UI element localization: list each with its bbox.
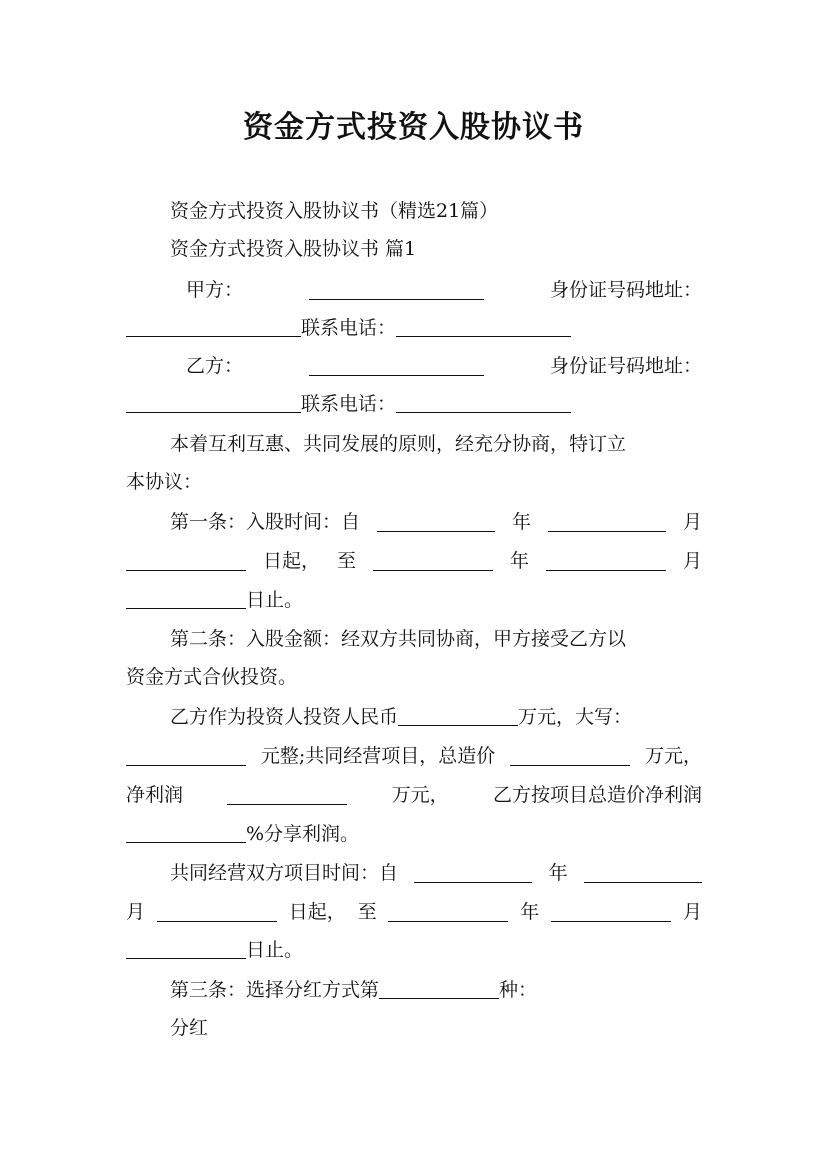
party-a-contact-line	[126, 313, 702, 343]
article1-start-year-blank	[377, 512, 495, 532]
project-to-label: 至	[357, 901, 377, 923]
article1-month-label-2: 月	[682, 550, 702, 572]
investment-amount-blank	[398, 706, 518, 726]
project-year-label-2: 年	[520, 901, 540, 923]
article1-line-3	[126, 585, 702, 615]
project-time-prefix: 共同经营双方项目时间：自	[170, 862, 399, 884]
project-day-end-label: 日止。	[246, 939, 304, 961]
preamble-line-1	[126, 429, 702, 459]
article1-day-start-label: 日起，	[262, 550, 320, 572]
investment-net-profit: 净利润	[126, 784, 184, 806]
project-time-line-1	[126, 858, 702, 888]
investment-line-4	[126, 819, 702, 849]
article1-day-end-label: 日止。	[246, 589, 304, 611]
subtitle: 资金方式投资入股协议书（精选21篇）	[170, 200, 499, 222]
investment-line-3	[126, 780, 702, 810]
party-a-address-blank	[126, 317, 301, 337]
section-heading: 资金方式投资入股协议书 篇1	[170, 238, 417, 260]
preamble-line-2: 本协议：	[126, 471, 203, 493]
article3-method-blank	[379, 979, 499, 999]
article3-line	[126, 975, 702, 1005]
party-a-phone-blank	[396, 317, 571, 337]
preamble-text-1: 本着互利互惠、共同发展的原则，经充分协商，特订立	[170, 433, 627, 455]
project-time-line-3	[126, 935, 702, 965]
article1-year-label: 年	[511, 511, 531, 533]
article2-text-1: 第二条：入股金额：经双方共同协商，甲方接受乙方以	[170, 628, 627, 650]
project-day-start-label: 日起，	[288, 901, 346, 923]
investment-wan-yuan-caps: 万元，大写：	[518, 706, 633, 728]
article1-start-day-blank	[126, 551, 246, 571]
party-b-address-blank	[126, 393, 301, 413]
investment-net-profit-blank	[227, 785, 347, 805]
article3-suffix: 种：	[499, 979, 538, 1001]
project-year-label: 年	[548, 862, 568, 884]
article2-line-2: 资金方式合伙投资。	[126, 666, 298, 688]
article1-end-month-blank	[546, 551, 666, 571]
project-end-year-blank	[388, 902, 508, 922]
investment-line-2	[126, 741, 702, 771]
document-title: 资金方式投资入股协议书	[243, 110, 584, 145]
investment-wan-yuan-b: 万元，	[391, 784, 449, 806]
project-start-day-blank	[157, 902, 277, 922]
party-b-id-address-label: 身份证号码地址：	[549, 355, 702, 377]
article1-end-day-blank	[126, 589, 246, 609]
investment-total-cost-blank	[510, 746, 630, 766]
investment-wan-yuan: 万元，	[644, 745, 702, 767]
investment-share-blank	[126, 823, 246, 843]
article1-prefix: 第一条：入股时间：自	[170, 511, 361, 533]
project-start-year-blank	[414, 863, 532, 883]
project-start-month-blank	[584, 863, 702, 883]
investment-line-1	[126, 702, 702, 732]
article1-year-label-2: 年	[509, 550, 529, 572]
investment-by-project: 乙方按项目总造价净利润	[492, 784, 702, 806]
investment-share: %分享利润。	[246, 823, 360, 845]
investment-yuan-zheng: 元整;共同经营项目，总造价	[260, 745, 496, 767]
party-b-phone-label: 联系电话：	[301, 393, 397, 415]
party-a-name-blank	[309, 280, 484, 300]
last-line: 分红	[170, 1017, 209, 1039]
project-time-line-2	[126, 897, 702, 927]
party-b-name-blank	[309, 356, 484, 376]
article1-start-month-blank	[548, 512, 666, 532]
party-a-id-address-label: 身份证号码地址：	[549, 279, 702, 301]
party-b-contact-line	[126, 389, 702, 419]
article1-month-label: 月	[682, 511, 702, 533]
article1-line-1	[126, 507, 702, 537]
article1-line-2	[126, 546, 702, 576]
investment-prefix: 乙方作为投资人投资人民币	[170, 706, 399, 728]
article2-line-1	[126, 624, 702, 654]
party-b-phone-blank	[396, 393, 571, 413]
party-a-phone-label: 联系电话：	[301, 317, 397, 339]
party-b-label: 乙方：	[186, 355, 244, 377]
project-end-day-blank	[126, 939, 246, 959]
article1-end-year-blank	[373, 551, 493, 571]
article3-prefix: 第三条：选择分红方式第	[170, 979, 380, 1001]
investment-caps-blank	[126, 746, 246, 766]
project-month-label: 月	[126, 901, 146, 923]
party-a-line	[126, 275, 702, 305]
party-b-line	[126, 351, 702, 381]
project-end-month-blank	[551, 902, 671, 922]
article1-to-label: 至	[336, 550, 356, 572]
party-a-label: 甲方：	[186, 279, 244, 301]
project-month-label-2: 月	[682, 901, 702, 923]
